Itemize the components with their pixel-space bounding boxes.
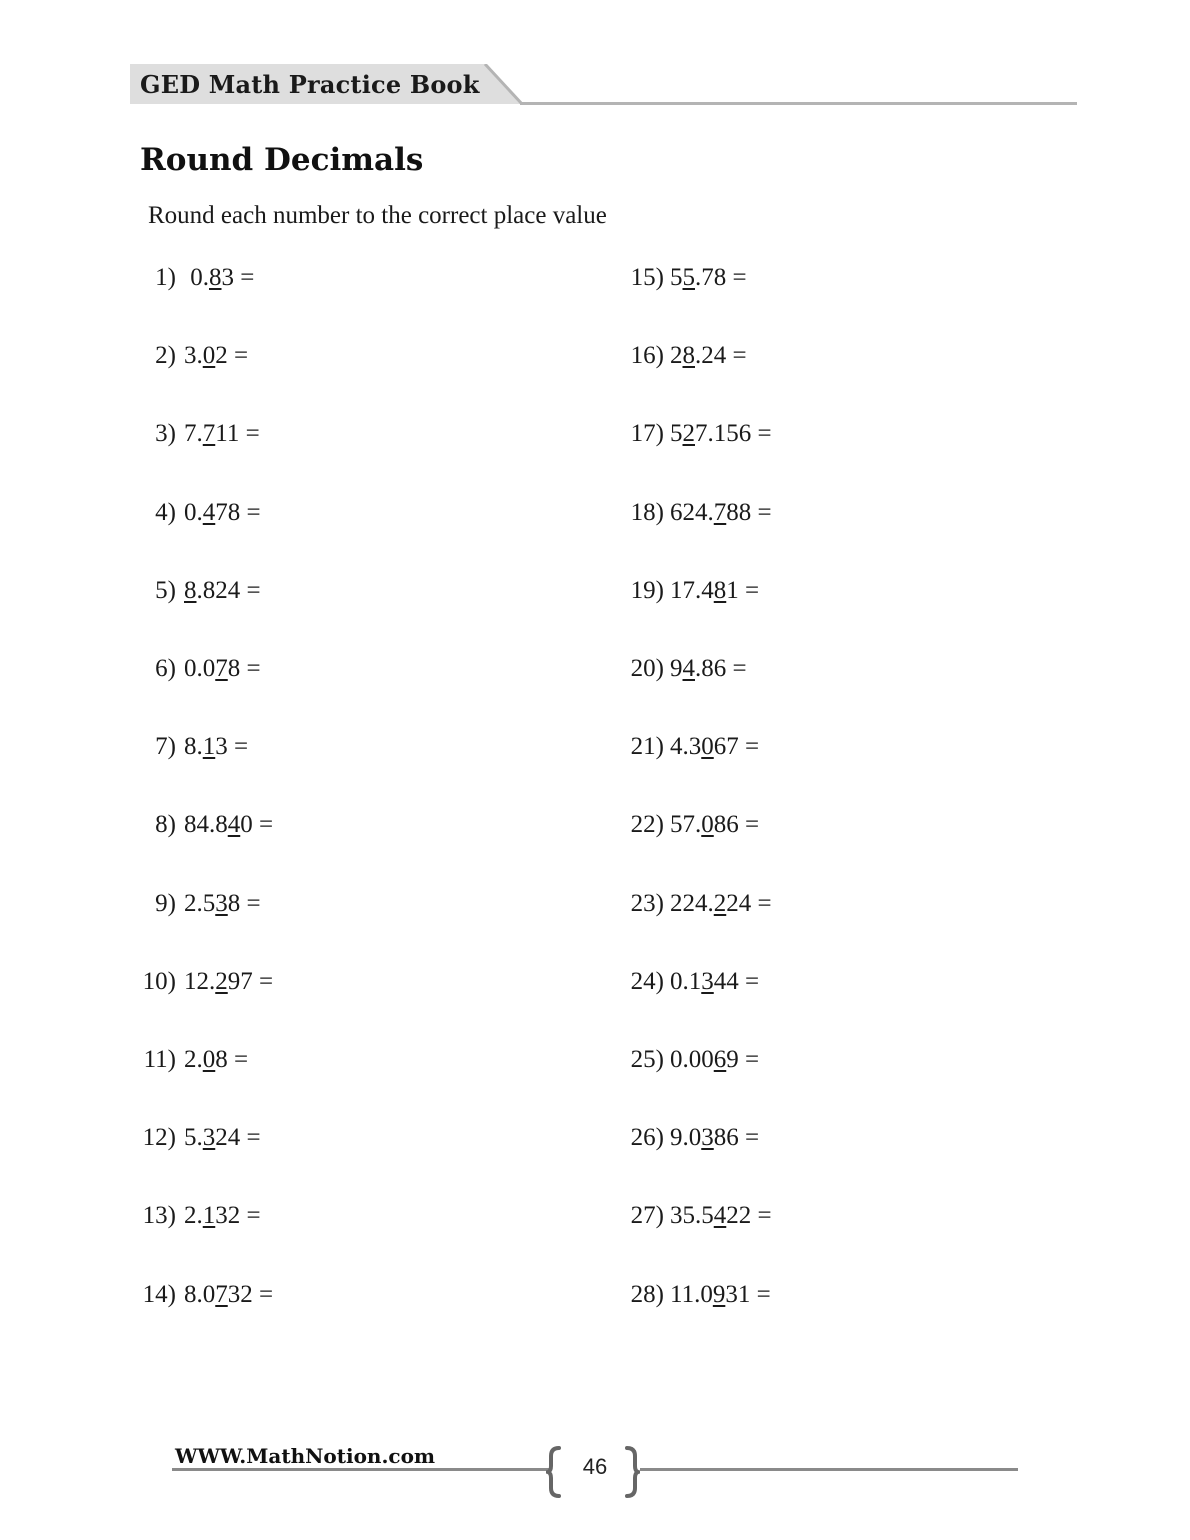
problem-number: 24) — [630, 968, 664, 995]
underlined-digit: 5 — [682, 264, 695, 291]
problem-digits-after: 8 = — [215, 1046, 249, 1073]
underlined-digit: 0 — [202, 1046, 216, 1073]
page-number: 46 — [582, 1454, 608, 1479]
underlined-digit: 2 — [682, 420, 695, 447]
problem-digits-after: 24 = — [215, 1124, 261, 1151]
instructions: Round each number to the correct place value — [148, 202, 607, 229]
problem-item — [624, 418, 772, 450]
problem-digits-before: 2 — [670, 342, 683, 369]
problem-digits-before: 9 — [670, 655, 683, 682]
problem-digits-before: 7. — [184, 420, 203, 447]
problem-digits-after: 8 = — [227, 655, 261, 682]
problem-digits-before: 0.1 — [670, 968, 702, 995]
problem-number: 28) — [630, 1281, 664, 1308]
problem-digits-before: 12. — [184, 968, 216, 995]
page-title: Round Decimals — [140, 142, 424, 178]
problem-number: 12) — [142, 1124, 176, 1151]
underlined-digit: 0 — [701, 811, 714, 838]
problem-item — [624, 1200, 772, 1232]
problem-item — [624, 497, 772, 529]
underlined-digit: 1 — [202, 1202, 216, 1229]
underlined-digit: 4 — [682, 655, 695, 682]
footer-url: WWW.MathNotion.com — [175, 1444, 436, 1468]
problem-number: 23) — [630, 890, 664, 917]
problem-digits-after: 88 = — [726, 499, 772, 526]
problem-item — [138, 888, 261, 920]
problem-digits-after: 97 = — [227, 968, 274, 995]
problem-digits-after: .86 = — [695, 655, 747, 682]
underlined-digit: 8 — [682, 342, 695, 369]
problem-item — [138, 1279, 273, 1311]
problem-digits-after: 32 = — [215, 1202, 261, 1229]
underlined-digit: 3 — [701, 1124, 714, 1151]
problem-item — [138, 731, 248, 763]
problem-number: 3) — [155, 420, 176, 447]
problem-item — [138, 418, 260, 450]
underlined-digit: 1 — [202, 733, 216, 760]
problem-digits-after: 31 = — [725, 1281, 771, 1308]
problem-digits-before: 0.00 — [670, 1046, 714, 1073]
underlined-digit: 3 — [202, 1124, 216, 1151]
problem-digits-before: 35.5 — [670, 1202, 714, 1229]
problem-number: 6) — [155, 655, 176, 682]
underlined-digit: 8 — [184, 577, 197, 604]
problem-number: 26) — [630, 1124, 664, 1151]
underlined-digit: 4 — [227, 811, 241, 838]
problem-digits-before: 5 — [670, 420, 683, 447]
problem-item — [624, 1279, 771, 1311]
problem-digits-before: 0.0 — [184, 655, 216, 682]
problem-item — [138, 809, 273, 841]
problem-item — [624, 262, 747, 294]
underlined-digit: 9 — [712, 1281, 726, 1308]
problem-item — [624, 809, 759, 841]
problem-digits-after: .78 = — [695, 264, 747, 291]
problem-number: 10) — [142, 968, 176, 995]
problem-digits-before: 624. — [670, 499, 714, 526]
book-title: GED Math Practice Book — [140, 70, 480, 99]
problem-item — [138, 1200, 261, 1232]
problem-number: 21) — [630, 733, 664, 760]
problem-digits-after: .824 = — [196, 577, 261, 604]
problem-digits-after: 8 = — [227, 890, 261, 917]
problem-item — [624, 888, 772, 920]
problem-digits-after: 7.156 = — [695, 420, 772, 447]
problem-digits-before: 57. — [670, 811, 702, 838]
problem-digits-before: 8. — [184, 733, 203, 760]
problem-digits-after: 86 = — [713, 1124, 760, 1151]
problem-digits-before: 17.4 — [670, 577, 714, 604]
problem-digits-after: 44 = — [713, 968, 760, 995]
problem-number: 27) — [630, 1202, 664, 1229]
problem-item — [138, 1122, 261, 1154]
underlined-digit: 7 — [215, 1281, 228, 1308]
underlined-digit: 7 — [713, 499, 727, 526]
underlined-digit: 7 — [215, 655, 228, 682]
problem-digits-after: 86 = — [713, 811, 760, 838]
problem-number: 19) — [630, 577, 664, 604]
problem-number: 4) — [155, 499, 176, 526]
problem-digits-before: 8.0 — [184, 1281, 216, 1308]
problem-item — [624, 1122, 759, 1154]
underlined-digit: 7 — [202, 420, 216, 447]
problem-digits-after: 22 = — [726, 1202, 772, 1229]
problem-item — [138, 1044, 248, 1076]
problem-digits-after: 32 = — [227, 1281, 274, 1308]
problem-number: 16) — [630, 342, 664, 369]
problem-item — [138, 575, 261, 607]
underlined-digit: 8 — [209, 264, 222, 291]
problem-item — [138, 340, 248, 372]
problem-number: 2) — [155, 342, 176, 369]
problem-item — [624, 340, 747, 372]
problem-digits-after: 3 = — [215, 733, 249, 760]
problem-item — [138, 497, 261, 529]
problem-item — [624, 966, 759, 998]
underlined-digit: 4 — [202, 499, 216, 526]
problem-digits-before: 5. — [184, 1124, 203, 1151]
problem-digits-after: 78 = — [215, 499, 261, 526]
underlined-digit: 8 — [713, 577, 727, 604]
left-brace-icon — [546, 1446, 562, 1498]
footer-rule-left — [172, 1468, 550, 1471]
problem-digits-before: 2. — [184, 1046, 203, 1073]
problem-number: 7) — [155, 733, 176, 760]
problem-digits-before: 3. — [184, 342, 203, 369]
underlined-digit: 2 — [215, 968, 228, 995]
problem-number: 22) — [630, 811, 664, 838]
problem-number: 14) — [142, 1281, 176, 1308]
underlined-digit: 3 — [701, 968, 714, 995]
problem-digits-before: 0. — [184, 264, 209, 291]
problem-digits-before: 5 — [670, 264, 683, 291]
problem-number: 9) — [155, 890, 176, 917]
problem-item — [624, 575, 759, 607]
problem-item — [624, 1044, 759, 1076]
problem-digits-before: 11.0 — [670, 1281, 713, 1308]
problem-number: 17) — [630, 420, 664, 447]
problem-digits-before: 224. — [670, 890, 714, 917]
problem-digits-after: 3 = — [221, 264, 255, 291]
problem-item — [138, 262, 254, 294]
problem-number: 1) — [155, 264, 176, 291]
problem-digits-after: 9 = — [726, 1046, 760, 1073]
underlined-digit: 6 — [713, 1046, 727, 1073]
problem-digits-before: 84.8 — [184, 811, 228, 838]
footer-rule-right — [640, 1468, 1018, 1471]
underlined-digit: 2 — [713, 890, 727, 917]
underlined-digit: 3 — [215, 890, 228, 917]
problem-digits-before: 2.5 — [184, 890, 216, 917]
underlined-digit: 4 — [713, 1202, 727, 1229]
problem-number: 18) — [630, 499, 664, 526]
header-rule — [520, 102, 1077, 105]
problem-digits-before: 4.3 — [670, 733, 702, 760]
problem-item — [624, 731, 759, 763]
problem-digits-before: 9.0 — [670, 1124, 702, 1151]
problem-digits-after: 1 = — [726, 577, 760, 604]
problem-digits-after: 2 = — [215, 342, 249, 369]
right-brace-icon — [624, 1446, 640, 1498]
problem-item — [138, 966, 273, 998]
problem-item — [624, 653, 747, 685]
problem-digits-after: 0 = — [240, 811, 274, 838]
problem-digits-after: 24 = — [726, 890, 772, 917]
problem-number: 20) — [630, 655, 664, 682]
problem-number: 8) — [155, 811, 176, 838]
problem-number: 5) — [155, 577, 176, 604]
problem-digits-after: .24 = — [695, 342, 747, 369]
problem-number: 15) — [630, 264, 664, 291]
problem-number: 25) — [630, 1046, 664, 1073]
problem-number: 13) — [142, 1202, 176, 1229]
problem-number: 11) — [143, 1046, 176, 1073]
problem-digits-before: 2. — [184, 1202, 203, 1229]
underlined-digit: 0 — [202, 342, 216, 369]
underlined-digit: 0 — [701, 733, 714, 760]
problem-digits-after: 11 = — [215, 420, 260, 447]
problem-digits-after: 67 = — [713, 733, 760, 760]
problem-item — [138, 653, 261, 685]
problem-digits-before: 0. — [184, 499, 203, 526]
